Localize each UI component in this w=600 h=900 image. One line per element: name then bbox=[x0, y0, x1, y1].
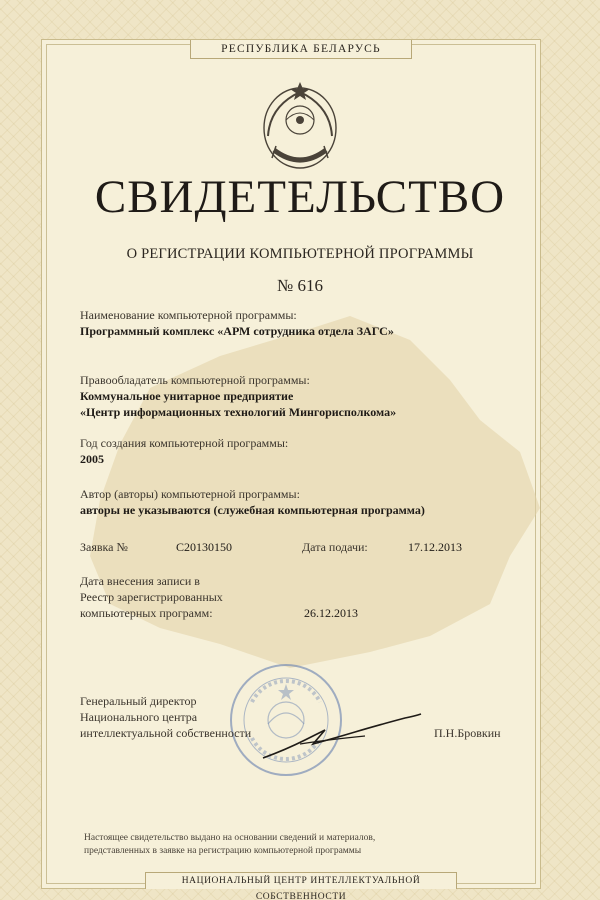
filing-date-label: Дата подачи: bbox=[302, 540, 368, 554]
owner-label: Правообладатель компьютерной программы: bbox=[80, 373, 310, 387]
application-number: С20130150 bbox=[176, 540, 233, 554]
issuer-banner: НАЦИОНАЛЬНЫЙ ЦЕНТР ИНТЕЛЛЕКТУАЛЬНОЙ СОБСТВЕННОСТИ bbox=[145, 872, 457, 889]
signature-icon bbox=[255, 710, 425, 765]
filing-date-value: 17.12.2013 bbox=[408, 540, 462, 554]
author-label: Автор (авторы) компьютерной программы: bbox=[80, 487, 300, 501]
signatory-name: П.Н.Бровкин bbox=[434, 726, 501, 740]
certificate-number: № 616 bbox=[277, 276, 323, 295]
footnote bbox=[84, 832, 514, 858]
owner-value-line1: Коммунальное унитарное предприятие bbox=[80, 389, 294, 403]
registry-label-line1: Дата внесения записи в bbox=[80, 574, 200, 588]
author-value: авторы не указываются (служебная компьютерная программа) bbox=[80, 503, 425, 517]
document-title: СВИДЕТЕЛЬСТВО bbox=[94, 171, 506, 223]
signatory-title-line3: интеллектуальной собственности bbox=[80, 726, 252, 740]
footnote-line1: Настоящее свидетельство выдано на основании сведений и материалов, bbox=[84, 833, 376, 843]
registry-label-line2: Реестр зарегистрированных bbox=[80, 590, 223, 604]
country-banner: РЕСПУБЛИКА БЕЛАРУСЬ bbox=[190, 40, 412, 59]
state-emblem-icon bbox=[250, 76, 350, 176]
year-label: Год создания компьютерной программы: bbox=[80, 436, 289, 450]
registry-date-value: 26.12.2013 bbox=[304, 606, 358, 620]
registry-label-line3: компьютерных программ: bbox=[80, 606, 213, 620]
footnote-line2: представленных в заявке на регистрацию компьютерной программы bbox=[84, 846, 362, 856]
signatory-title-line1: Генеральный директор bbox=[80, 694, 197, 708]
program-name-value: Программный комплекс «АРМ сотрудника отдела ЗАГС» bbox=[80, 324, 394, 338]
owner-value-line2: «Центр информационных технологий Мингорисполкома» bbox=[80, 405, 397, 419]
application-label: Заявка № bbox=[80, 540, 128, 554]
year-value: 2005 bbox=[80, 452, 104, 466]
signatory-title-line2: Национального центра bbox=[80, 710, 198, 724]
document-subtitle: О РЕГИСТРАЦИИ КОМПЬЮТЕРНОЙ ПРОГРАММЫ bbox=[126, 246, 474, 262]
program-name-label: Наименование компьютерной программы: bbox=[80, 308, 297, 322]
